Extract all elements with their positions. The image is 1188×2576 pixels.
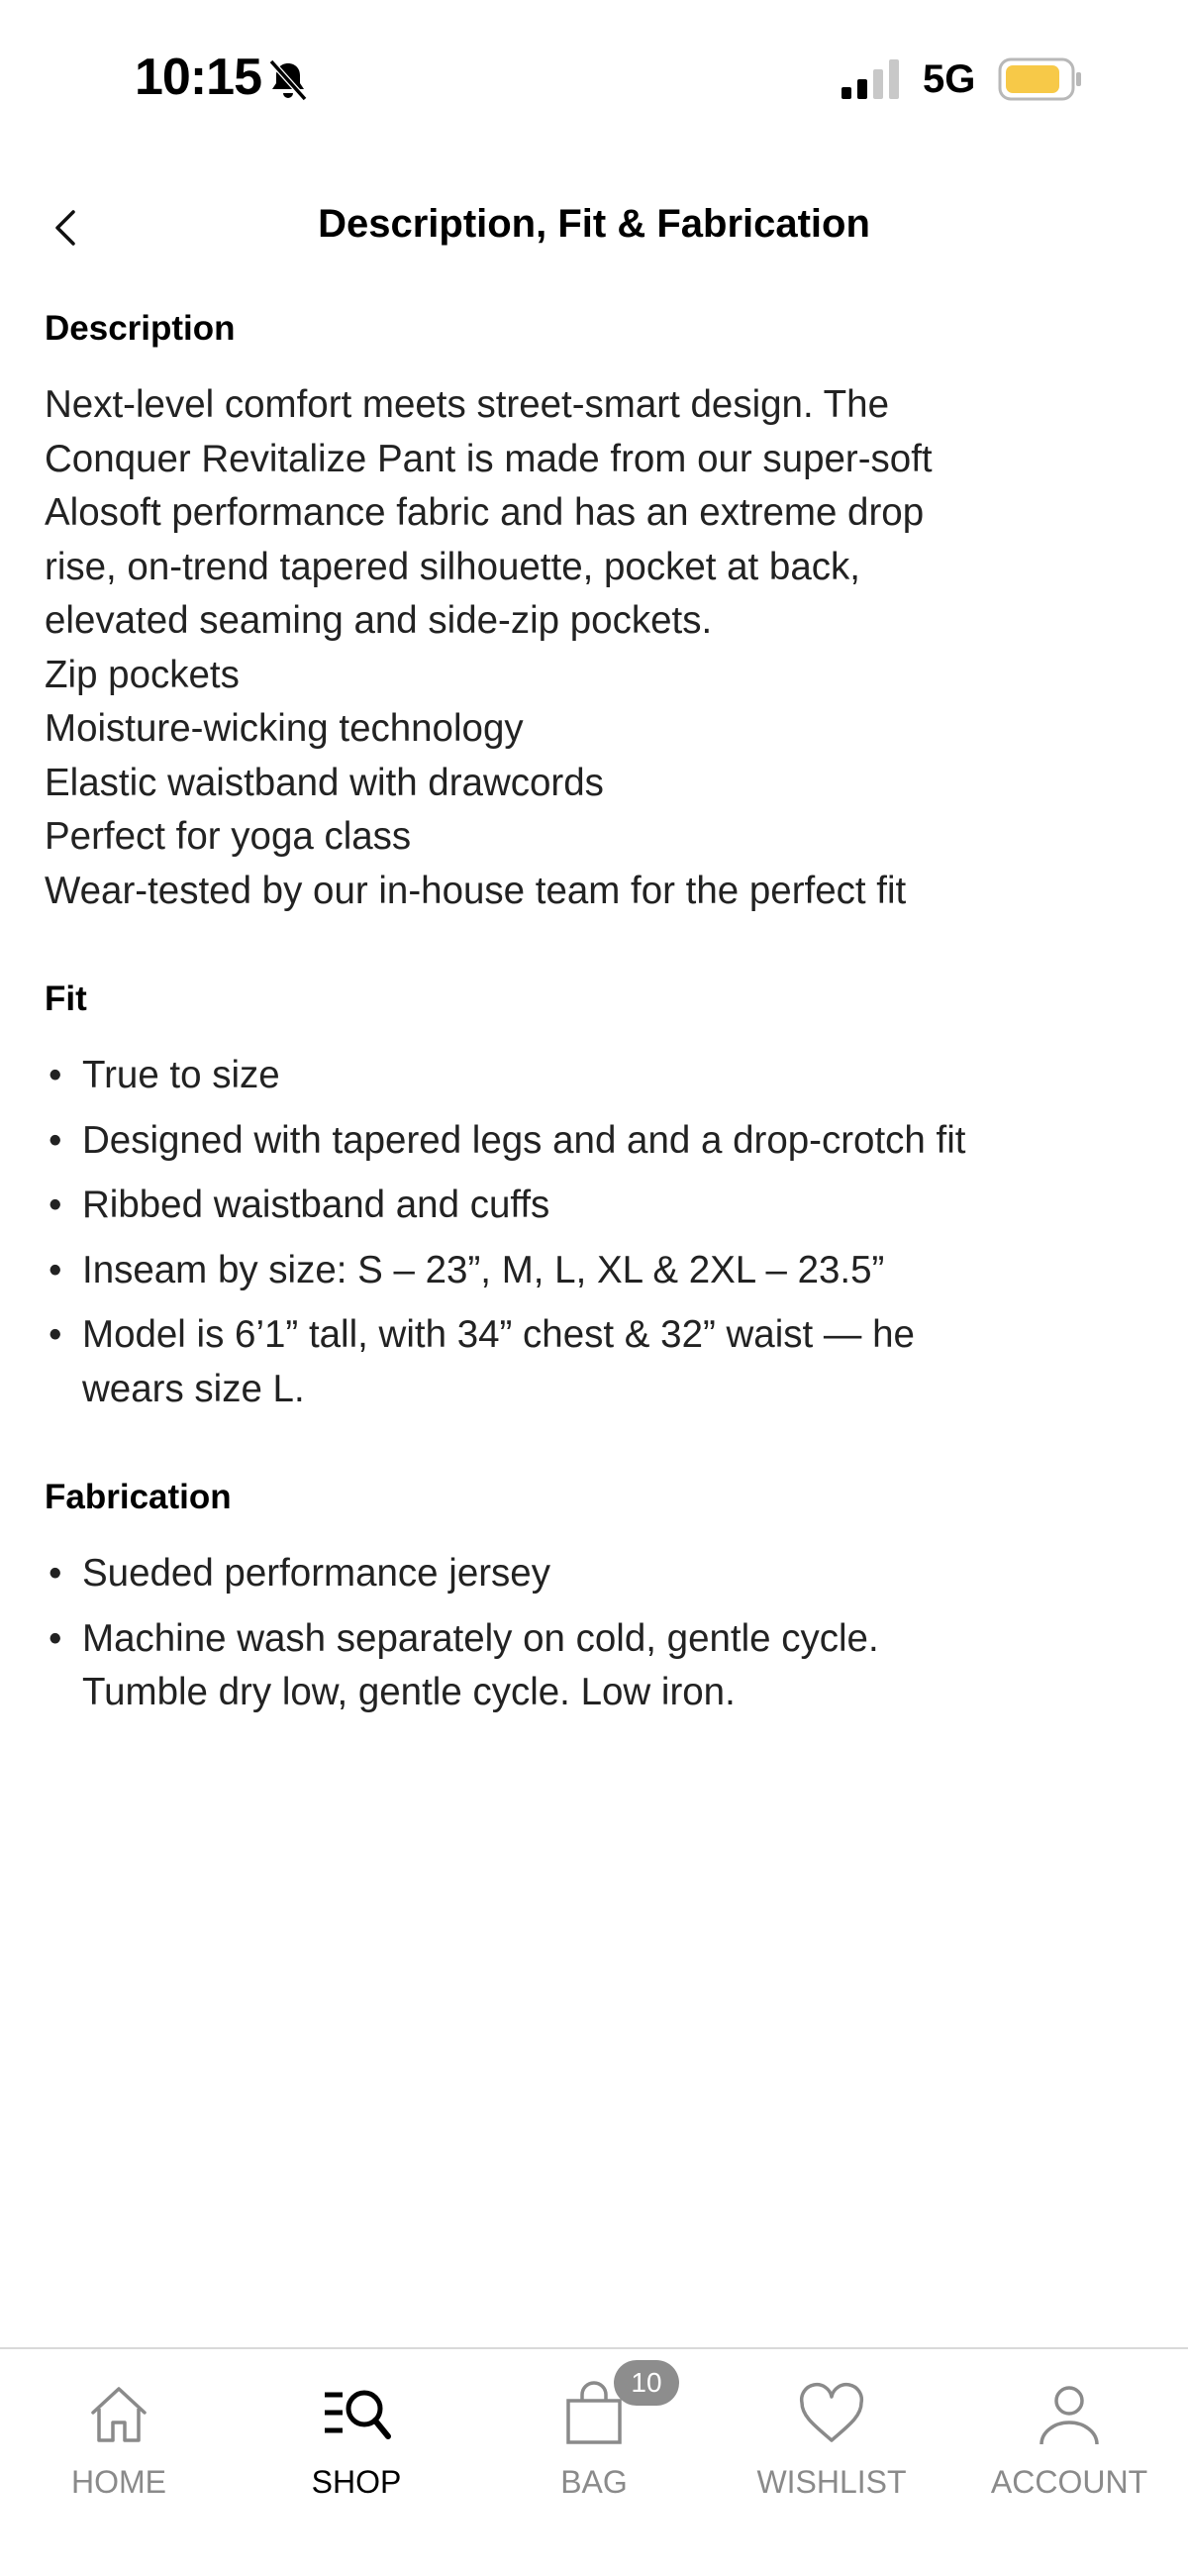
list-item-text: Designed with tapered legs and and a drop-crotch fit xyxy=(82,1118,966,1162)
nav-account[interactable] xyxy=(950,2369,1188,2518)
fit-section xyxy=(45,979,1153,1416)
bag-count-badge: 10 xyxy=(614,2360,679,2406)
list-item xyxy=(45,1179,1153,1233)
fit-heading: Fit xyxy=(45,979,87,1018)
list-item xyxy=(45,1547,1153,1601)
nav-account-label: ACCOUNT xyxy=(990,2464,1148,2500)
page-header xyxy=(0,188,1188,267)
list-item xyxy=(45,1114,1153,1169)
nav-shop[interactable] xyxy=(238,2369,475,2518)
fabrication-list xyxy=(45,1547,1153,1720)
description-section xyxy=(45,309,1153,918)
bell-muted-icon xyxy=(265,57,311,103)
content xyxy=(45,309,1153,1782)
bullet-dot: • xyxy=(49,1054,62,1096)
list-item-text: Ribbed waistband and cuffs xyxy=(82,1184,550,1226)
bottom-nav xyxy=(0,2347,1188,2576)
list-item xyxy=(45,1049,1153,1103)
bullet-dot: • xyxy=(49,1313,62,1356)
bullet-dot: • xyxy=(49,1184,62,1226)
list-item xyxy=(45,1308,1153,1416)
fit-list xyxy=(45,1049,1153,1416)
list-item xyxy=(45,1612,1153,1720)
status-bar xyxy=(0,0,1188,158)
list-item-text: Machine wash separately on cold, gentle cycle. Tumble dry low, gentle cycle. Low iron. xyxy=(82,1616,879,1713)
bullet-dot: • xyxy=(49,1118,62,1162)
fabrication-heading: Fabrication xyxy=(45,1478,232,1516)
list-item-text: Inseam by size: S – 23”, M, L, XL & 2XL – 23.5” xyxy=(82,1248,885,1291)
list-item-text: Model is 6’1” tall, with 34” chest & 32” waist — he wears size L. xyxy=(82,1313,915,1410)
battery-icon xyxy=(998,57,1083,101)
heart-icon xyxy=(796,2379,867,2450)
bullet-dot: • xyxy=(49,1616,62,1660)
network-label: 5G xyxy=(923,57,976,101)
bullet-dot: • xyxy=(49,1248,62,1291)
user-icon xyxy=(1034,2379,1105,2450)
nav-shop-label: SHOP xyxy=(311,2464,402,2500)
shop-search-icon xyxy=(321,2379,392,2450)
nav-wishlist[interactable] xyxy=(713,2369,950,2518)
bullet-dot: • xyxy=(49,1552,62,1595)
status-time: 10:15 xyxy=(135,49,261,106)
list-item-text: Sueded performance jersey xyxy=(82,1552,550,1595)
home-icon xyxy=(83,2379,154,2450)
nav-wishlist-label: WISHLIST xyxy=(756,2464,907,2500)
list-item xyxy=(45,1244,1153,1298)
nav-bag-label: BAG xyxy=(560,2464,628,2500)
description-heading: Description xyxy=(45,309,236,348)
nav-home-label: HOME xyxy=(71,2464,166,2500)
page-title: Description, Fit & Fabrication xyxy=(318,202,870,246)
description-body: Next-level comfort meets street-smart design. The Conquer Revitalize Pant is made from our super-soft Alosoft performance fabric and has an extreme drop rise, on-trend tapered silhouette, pocket at back, elevated seaming and side-zip pockets. Zip pockets Moisture-wicking technology Elastic waistband with drawcords Perfect for yoga class Wear-tested by our in-house team for the perfect fit xyxy=(45,383,933,912)
list-item-text: True to size xyxy=(82,1054,280,1096)
signal-icon xyxy=(842,59,903,101)
nav-home[interactable] xyxy=(0,2369,238,2518)
fabrication-section xyxy=(45,1478,1153,1720)
